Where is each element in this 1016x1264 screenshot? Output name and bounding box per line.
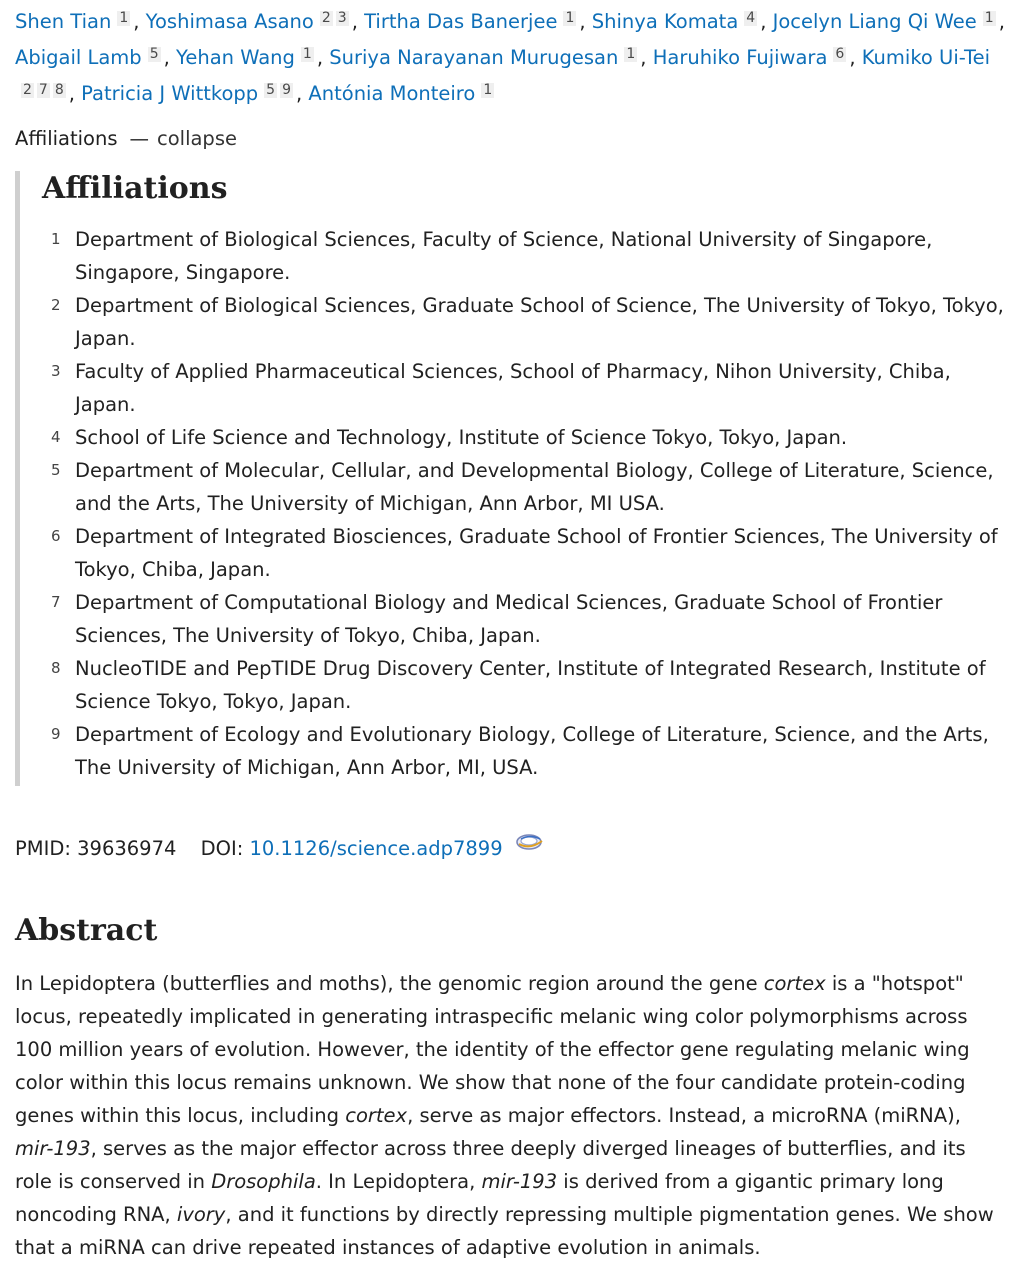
- author-separator: ,: [316, 46, 330, 69]
- affiliation-ref[interactable]: 2: [23, 82, 32, 98]
- affiliations-title: Affiliations: [42, 171, 228, 206]
- affiliation-ref[interactable]: 1: [565, 10, 575, 26]
- affiliation-text: NucleoTIDE and PepTIDE Drug Discovery Center, Institute of Integrated Research, Institute of Science Tokyo, Tokyo, Japan.: [75, 657, 986, 713]
- author-link[interactable]: Kumiko Ui-Tei: [861, 46, 990, 69]
- affiliation-ref[interactable]: 5: [266, 82, 276, 98]
- doi-label: DOI:: [200, 837, 244, 860]
- author-affiliation-refs: [563, 10, 579, 26]
- affiliation-ref[interactable]: 8: [54, 82, 64, 98]
- author-separator: ,: [163, 46, 177, 69]
- affiliation-item: [42, 718, 1008, 784]
- affiliation-text: Department of Integrated Biosciences, Graduate School of Frontier Sciences, The University of Tokyo, Chiba, Japan.: [75, 525, 998, 581]
- author-link[interactable]: Jocelyn Liang Qi Wee: [772, 10, 977, 33]
- author-separator: ,: [68, 82, 82, 105]
- affiliation-ref[interactable]: 7: [38, 82, 48, 98]
- gene-name: cortex: [345, 1104, 408, 1127]
- affiliation-text: Department of Computational Biology and Medical Sciences, Graduate School of Frontier Sciences, The University of Tokyo, Chiba, Japan.: [75, 591, 943, 647]
- author-link[interactable]: Suriya Narayanan Murugesan: [329, 46, 619, 69]
- pmid-value: 39636974: [77, 837, 177, 860]
- affiliation-ref[interactable]: 1: [984, 10, 994, 26]
- affiliation-number: 7: [51, 593, 61, 611]
- author-separator: ,: [760, 10, 773, 33]
- affiliation-number: 9: [51, 725, 61, 743]
- abstract-text-run: , serves as the major effector across three deeply diverged lineages of butterflies, and its role is conserved in: [15, 1137, 966, 1193]
- author-list: [15, 0, 1005, 110]
- affiliation-ref[interactable]: 9: [282, 82, 292, 98]
- identifiers-row: [15, 831, 1016, 861]
- author-link[interactable]: Yehan Wang: [176, 46, 295, 69]
- affiliation-item: [42, 355, 1008, 421]
- author-separator: ,: [849, 46, 862, 69]
- author-affiliation-refs: [744, 10, 760, 26]
- affiliation-number: 2: [51, 296, 61, 314]
- affiliation-ref[interactable]: 2: [321, 10, 331, 26]
- author-affiliation-refs: [833, 46, 849, 62]
- gene-name: mir-193: [15, 1137, 91, 1160]
- author-affiliation-refs: [624, 46, 640, 62]
- affiliation-number: 4: [51, 428, 61, 446]
- affiliation-number: 1: [51, 230, 61, 248]
- author-link[interactable]: Shinya Komata: [591, 10, 739, 33]
- affiliation-ref[interactable]: 1: [302, 46, 312, 62]
- abstract-body: [15, 967, 1005, 1264]
- gene-name: Drosophila: [211, 1170, 316, 1193]
- affiliations-panel: [15, 171, 1008, 786]
- affiliation-ref[interactable]: 4: [746, 10, 756, 26]
- gene-name: ivory: [176, 1203, 226, 1226]
- affiliation-item: [42, 223, 1008, 289]
- abstract-text-run: , and it functions by directly repressing multiple pigmentation genes. We show that a miRNA can drive repeated instances of adaptive evolution in animals.: [15, 1203, 994, 1259]
- affiliation-text: Department of Ecology and Evolutionary Biology, College of Literature, Science, and the Arts, The University of Michigan, Ann Arbor, MI, USA.: [75, 723, 989, 779]
- author-link[interactable]: Abigail Lamb: [15, 46, 142, 69]
- doi-link[interactable]: 10.1126/science.adp7899: [249, 837, 503, 860]
- affiliation-ref[interactable]: 1: [626, 46, 636, 62]
- affiliations-list: [42, 223, 1008, 784]
- gene-name: mir-193: [481, 1170, 558, 1193]
- affiliation-number: 8: [51, 659, 61, 677]
- author-separator: ,: [351, 10, 365, 33]
- author-affiliation-refs: [148, 46, 164, 62]
- affiliation-number: 5: [51, 461, 61, 479]
- affiliation-ref[interactable]: 3: [337, 10, 347, 26]
- abstract-text-run: . In Lepidoptera,: [315, 1170, 482, 1193]
- abstract-text-run: is derived from a gigantic primary long noncoding RNA,: [15, 1170, 944, 1226]
- affiliation-text: Department of Biological Sciences, Faculty of Science, National University of Singapore, Singapore, Singapore.: [75, 228, 933, 284]
- author-separator: ,: [998, 10, 1005, 33]
- affiliations-toggle-label: Affiliations: [15, 127, 118, 150]
- author-affiliation-refs: [264, 82, 296, 98]
- author-link[interactable]: Patricia J Wittkopp: [81, 82, 259, 105]
- gene-name: cortex: [763, 972, 826, 995]
- affiliation-ref[interactable]: 1: [483, 82, 493, 98]
- affiliation-number: 6: [51, 527, 61, 545]
- abstract-text-run: In Lepidoptera (butterflies and moths), the genomic region around the gene: [15, 972, 764, 995]
- affiliations-toggle: [15, 124, 1016, 154]
- author-affiliation-refs: [21, 82, 69, 98]
- toggle-dash: —: [129, 127, 149, 150]
- author-separator: ,: [296, 82, 309, 105]
- author-link[interactable]: Haruhiko Fujiwara: [652, 46, 828, 69]
- affiliation-item: [42, 586, 1008, 652]
- author-link[interactable]: Antónia Monteiro: [308, 82, 476, 105]
- author-separator: ,: [579, 10, 592, 33]
- affiliation-item: [42, 652, 1008, 718]
- author-affiliation-refs: [301, 46, 317, 62]
- author-link[interactable]: Tirtha Das Banerjee: [364, 10, 558, 33]
- affiliation-ref[interactable]: 1: [119, 10, 129, 26]
- author-affiliation-refs: [983, 10, 999, 26]
- affiliation-text: Department of Biological Sciences, Graduate School of Science, The University of Tokyo, Tokyo, Japan.: [75, 294, 1004, 350]
- affiliation-ref[interactable]: 5: [149, 46, 159, 62]
- affiliation-item: [42, 289, 1008, 355]
- author-link[interactable]: Shen Tian: [15, 10, 112, 33]
- author-affiliation-refs: [320, 10, 352, 26]
- affiliation-item: [42, 454, 1008, 520]
- affiliation-item: [42, 421, 1008, 454]
- author-affiliation-refs: [481, 82, 497, 98]
- affiliation-ref[interactable]: 6: [835, 46, 845, 62]
- external-link-doi-icon[interactable]: [515, 831, 545, 862]
- abstract-text-run: is a "hotspot" locus, repeatedly implicated in generating intraspecific melanic wing color polymorphisms across 100 million years of evolution. However, the identity of the effector gene regulating melanic wing color within this locus remains unknown. We show that none of the four candidate protein-coding genes within this locus, including: [15, 972, 970, 1127]
- pmid-label: PMID:: [15, 837, 71, 860]
- author-separator: ,: [640, 46, 653, 69]
- affiliation-text: Department of Molecular, Cellular, and Developmental Biology, College of Literature, Science, and the Arts, The University of Michigan, Ann Arbor, MI USA.: [75, 459, 994, 515]
- collapse-button[interactable]: collapse: [157, 127, 237, 150]
- abstract-title: Abstract: [15, 913, 158, 948]
- author-link[interactable]: Yoshimasa Asano: [145, 10, 314, 33]
- affiliation-item: [42, 520, 1008, 586]
- author-affiliation-refs: [117, 10, 133, 26]
- abstract-text-run: , serve as major effectors. Instead, a microRNA (miRNA),: [407, 1104, 961, 1127]
- author-separator: ,: [133, 10, 146, 33]
- affiliation-text: School of Life Science and Technology, Institute of Science Tokyo, Tokyo, Japan.: [75, 426, 848, 449]
- affiliation-number: 3: [51, 362, 61, 380]
- affiliation-text: Faculty of Applied Pharmaceutical Sciences, School of Pharmacy, Nihon University, Chiba, Japan.: [75, 360, 951, 416]
